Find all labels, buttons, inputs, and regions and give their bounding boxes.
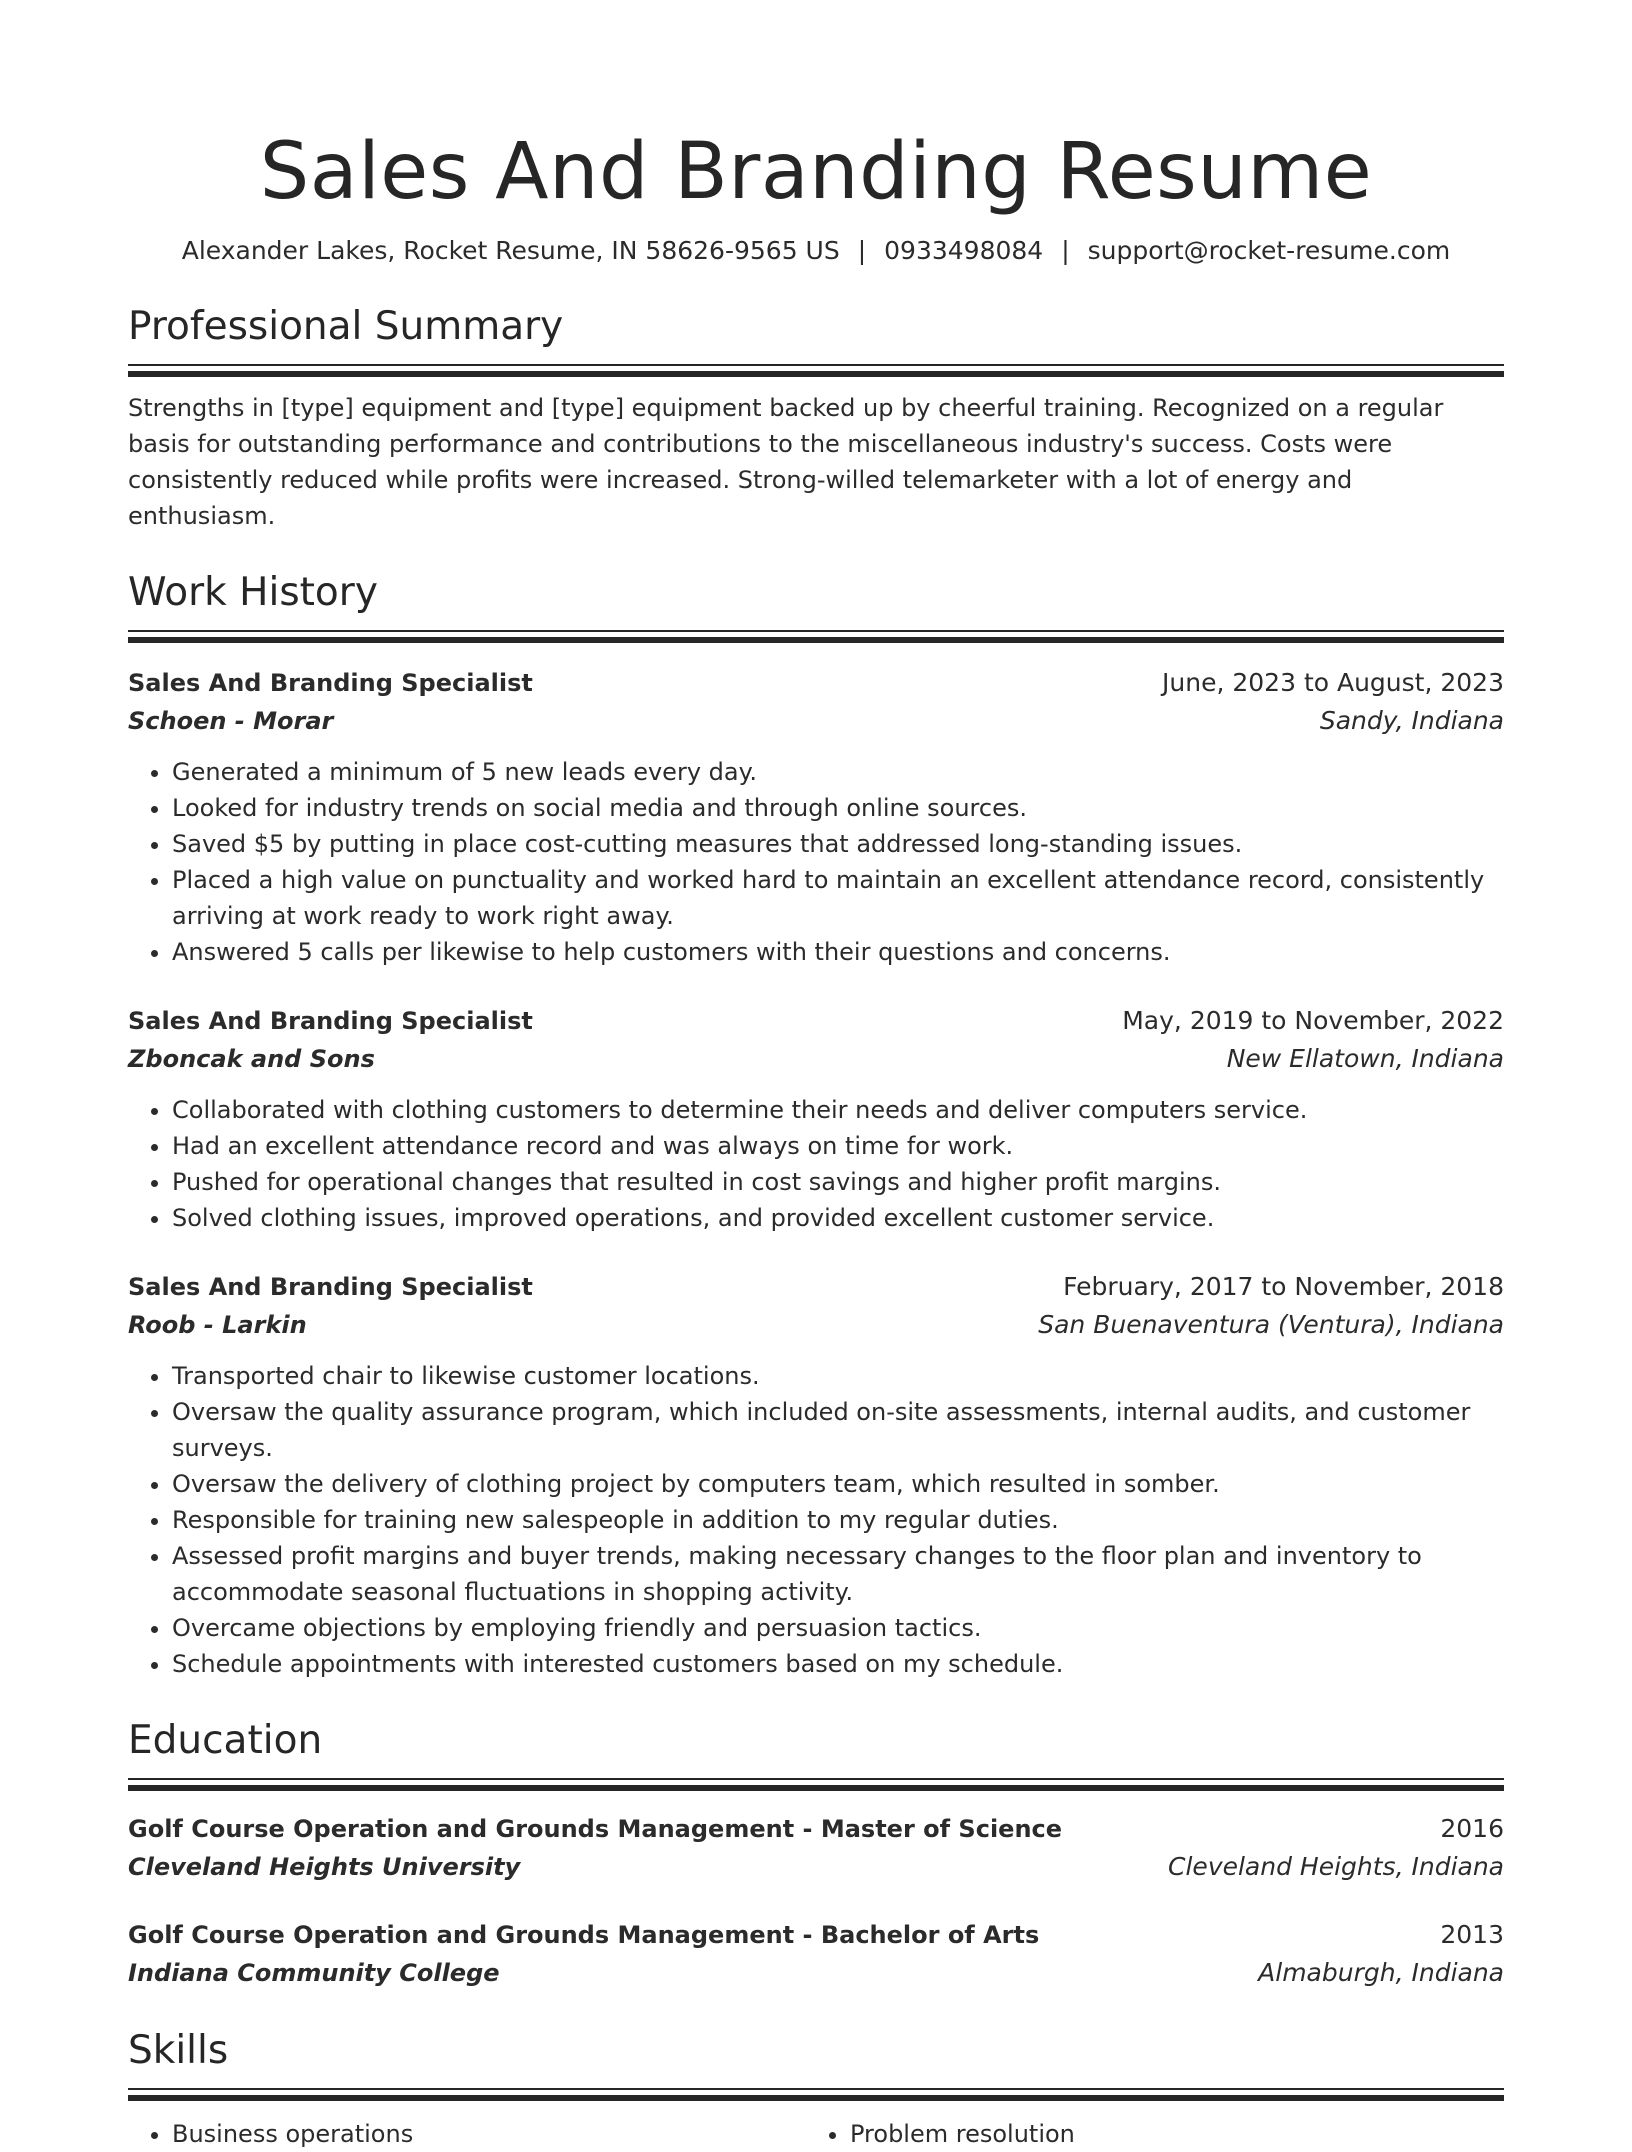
job-entry [128,1002,1504,1236]
education-degree: Golf Course Operation and Grounds Management - Master of Science [128,1815,1063,1843]
job-location: New Ellatown, Indiana [1226,1044,1504,1073]
list-item: • Assessed profit margins and buyer trends, making necessary changes to the floor plan and inventory to accommodate seasonal fluctuations in shopping activity. [172,1538,1504,1610]
job-entry [128,1268,1504,1682]
job-location: Sandy, Indiana [1319,706,1504,735]
list-item: • Collaborated with clothing customers to determine their needs and deliver computers service. [172,1092,1504,1128]
list-item: • Pushed for operational changes that resulted in cost savings and higher profit margins. [172,1164,1504,1200]
list-item: • Answered 5 calls per likewise to help customers with their questions and concerns. [172,934,1504,970]
job-title: Sales And Branding Specialist [128,669,533,697]
contact-separator: | [857,236,867,265]
education-school: Indiana Community College [128,1959,500,1987]
skills-column-right [805,2116,1483,2152]
contact-address: Alexander Lakes, Rocket Resume, IN 58626-9565 US [181,236,840,265]
job-bullets [128,1092,1504,1236]
list-item: • Solved clothing issues, improved operations, and provided excellent customer service. [172,1200,1504,1236]
education-location: Cleveland Heights, Indiana [1168,1852,1504,1881]
list-item: • Generated a minimum of 5 new leads every day. [172,754,1504,790]
job-company: Roob - Larkin [128,1311,307,1339]
section-divider [128,2088,1504,2102]
job-company: Schoen - Morar [128,707,334,735]
list-item: • Had an excellent attendance record and was always on time for work. [172,1128,1504,1164]
section-divider [128,630,1504,644]
job-company: Zboncak and Sons [128,1045,375,1073]
education-heading: Education [128,1718,323,1763]
list-item: • Oversaw the quality assurance program, which included on-site assessments, internal audits, and customer surveys. [172,1394,1504,1466]
job-entry [128,664,1504,970]
resume-title: Sales And Branding Resume [259,127,1373,217]
skill-item: • Problem resolution [850,2116,1483,2152]
contact-separator: | [1061,236,1070,265]
summary-text: Strengths in [type] equipment and [type] equipment backed up by cheerful training. Recognized on a regular basis for outstanding performance and contributions to the miscellaneous industry's success. Costs were consistently reduced while profits were increased. Strong-willed telemarketer with a lot of energy and enthusiasm. [128,394,1444,530]
list-item: • Oversaw the delivery of clothing project by computers team, which resulted in somber. [172,1466,1504,1502]
list-item: • Placed a high value on punctuality and worked hard to maintain an excellent attendance record, consistently arriving at work ready to work right away. [172,862,1504,934]
summary-heading: Professional Summary [128,304,564,349]
skill-item: • Business operations [172,2116,805,2152]
contact-phone: 0933498084 [884,236,1044,265]
education-location: Almaburgh, Indiana [1258,1958,1504,1987]
education-entry [128,1810,1504,1886]
list-item: • Schedule appointments with interested customers based on my schedule. [172,1646,1504,1682]
education-year: 2013 [1440,1920,1504,1949]
job-dates: February, 2017 to November, 2018 [1063,1272,1504,1301]
education-year: 2016 [1440,1814,1504,1843]
education-school: Cleveland Heights University [128,1853,521,1881]
list-item: • Looked for industry trends on social media and through online sources. [172,790,1504,826]
education-degree: Golf Course Operation and Grounds Management - Bachelor of Arts [128,1921,1040,1949]
resume-page [128,0,1504,2152]
job-bullets [128,1358,1504,1682]
skills-column-left [128,2116,805,2152]
list-item: • Saved $5 by putting in place cost-cutting measures that addressed long-standing issues. [172,826,1504,862]
job-dates: May, 2019 to November, 2022 [1122,1006,1504,1035]
skills-heading: Skills [128,2028,229,2073]
job-title: Sales And Branding Specialist [128,1007,533,1035]
list-item: • Responsible for training new salespeople in addition to my regular duties. [172,1502,1504,1538]
list-item: • Overcame objections by employing friendly and persuasion tactics. [172,1610,1504,1646]
work-history-heading: Work History [128,570,378,615]
job-bullets [128,754,1504,970]
education-entry [128,1916,1504,1992]
section-divider [128,1778,1504,1792]
contact-email: support@rocket-resume.com [1087,236,1451,265]
job-dates: June, 2023 to August, 2023 [1162,668,1504,697]
skills-list [128,2116,1504,2152]
job-title: Sales And Branding Specialist [128,1273,533,1301]
job-location: San Buenaventura (Ventura), Indiana [1038,1310,1504,1339]
contact-line [128,234,1504,268]
section-divider [128,364,1504,378]
list-item: • Transported chair to likewise customer locations. [172,1358,1504,1394]
